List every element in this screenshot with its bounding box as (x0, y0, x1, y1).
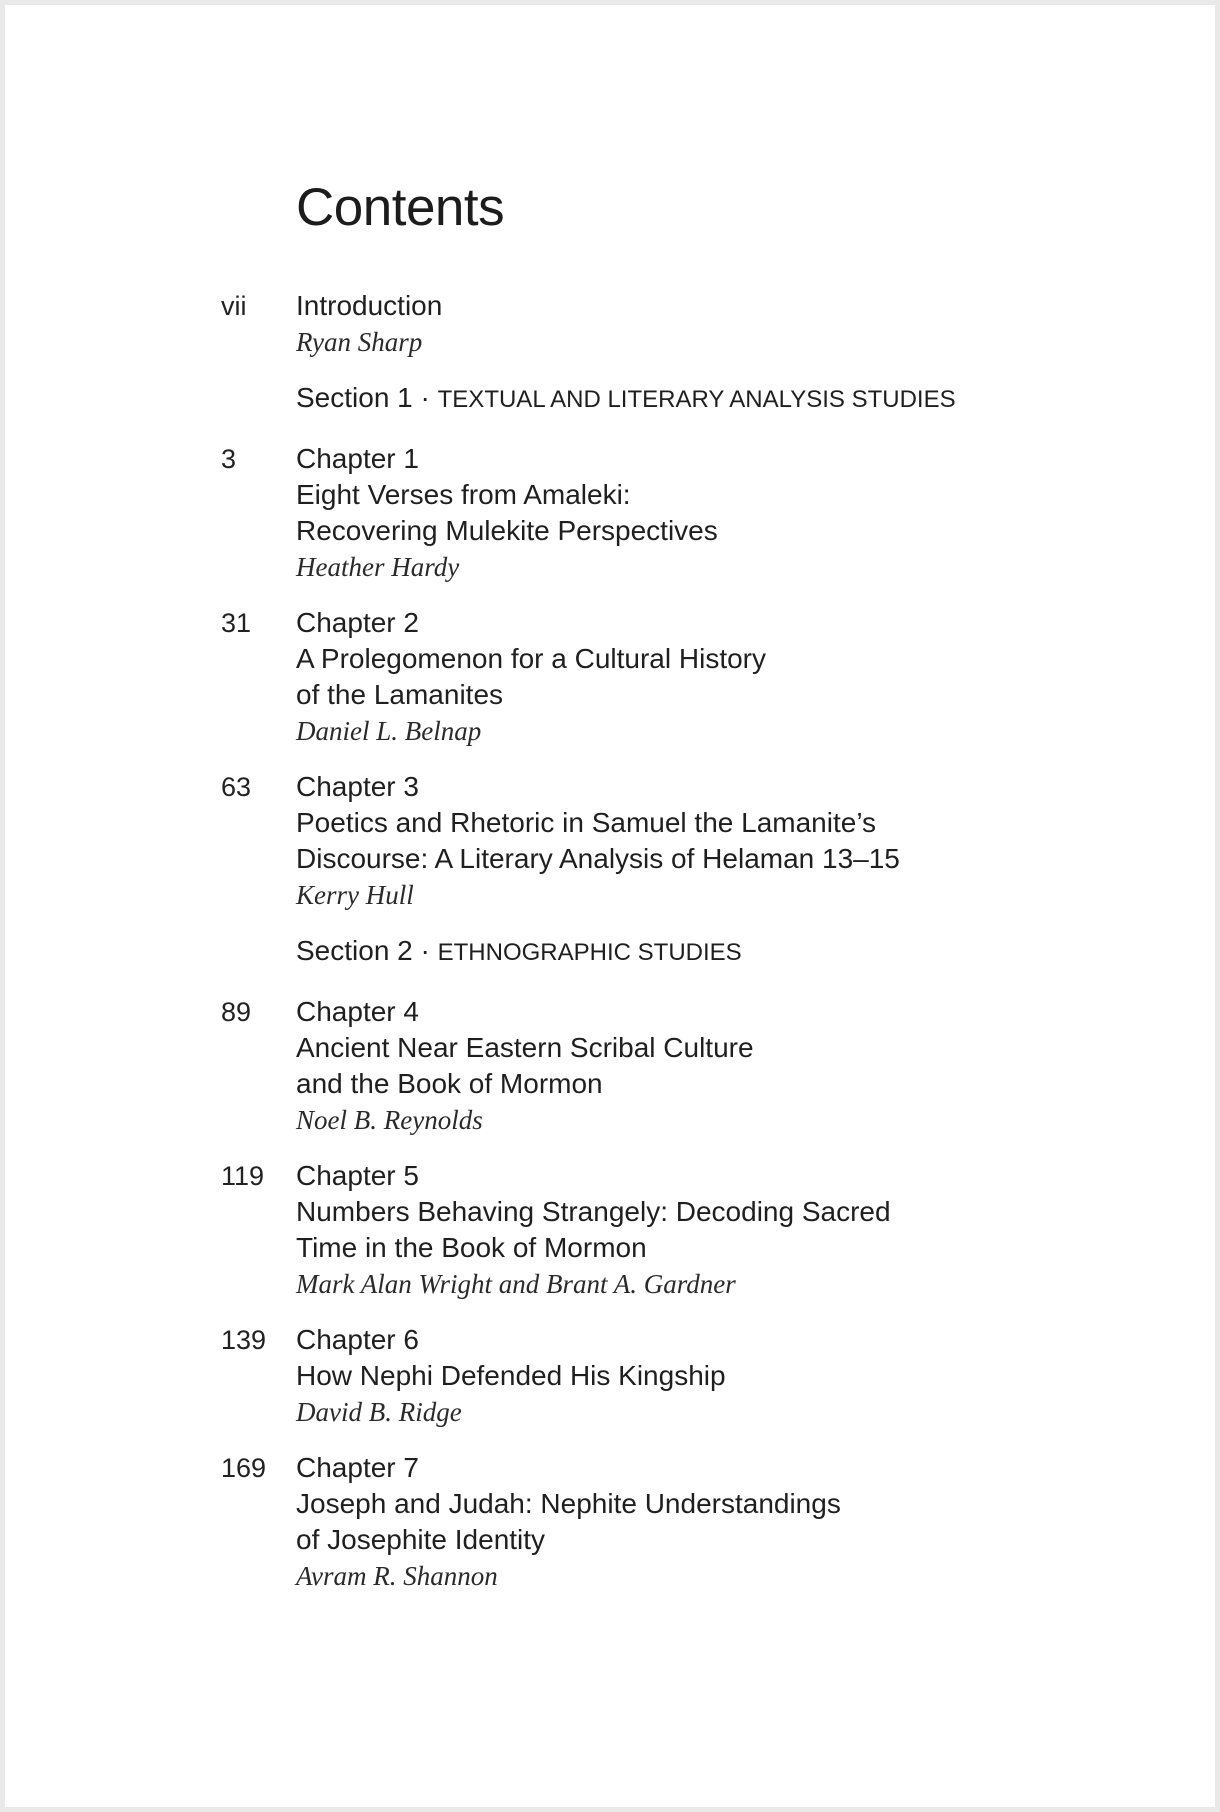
toc-entry-chapter-6 (5, 1322, 1215, 1430)
toc-entry-chapter-4 (5, 994, 1215, 1138)
chapter-label: Chapter 6 (296, 1324, 419, 1355)
chapter-title-line: of Josephite Identity (296, 1524, 546, 1555)
chapter-title-line: Numbers Behaving Strangely: Decoding Sacred (296, 1196, 891, 1227)
page-number: vii (221, 291, 247, 321)
chapter-title-line: Discourse: A Literary Analysis of Helaman 13–15 (296, 843, 900, 874)
section-title: TEXTUAL AND LITERARY ANALYSIS STUDIES (437, 386, 956, 413)
toc-entry-chapter-1 (5, 441, 1215, 585)
chapter-title-line: Time in the Book of Mormon (296, 1232, 647, 1263)
page-number: 169 (221, 1453, 267, 1483)
chapter-label: Chapter 1 (296, 443, 419, 474)
entry-author: Mark Alan Wright and Brant A. Gardner (296, 1269, 736, 1299)
page-number: 89 (221, 997, 252, 1027)
entry-author: Noel B. Reynolds (296, 1105, 483, 1135)
section-title: ETHNOGRAPHIC STUDIES (437, 939, 742, 966)
entry-author: Heather Hardy (296, 552, 460, 582)
chapter-title-line: and the Book of Mormon (296, 1068, 603, 1099)
section-label: Section 1 · (296, 382, 438, 413)
page-number: 3 (221, 444, 237, 474)
page-number: 31 (221, 608, 252, 638)
entry-author: Ryan Sharp (296, 327, 423, 357)
toc-entry-introduction (5, 288, 1215, 360)
chapter-title-line: Recovering Mulekite Perspectives (296, 515, 718, 546)
chapter-label: Chapter 3 (296, 771, 419, 802)
chapter-title-line: Eight Verses from Amaleki: (296, 479, 631, 510)
toc-entry-chapter-5 (5, 1158, 1215, 1302)
book-page (5, 5, 1215, 1807)
entry-title: Introduction (296, 290, 443, 321)
chapter-title-line: of the Lamanites (296, 679, 504, 710)
chapter-title-line: Poetics and Rhetoric in Samuel the Lamanite’s (296, 807, 877, 838)
toc-entry-chapter-7 (5, 1450, 1215, 1594)
table-of-contents (5, 288, 1215, 1614)
contents-heading: Contents (296, 178, 505, 237)
chapter-label: Chapter 4 (296, 996, 419, 1027)
toc-entry-chapter-2 (5, 605, 1215, 749)
page-number: 119 (221, 1161, 265, 1191)
chapter-title-line: A Prolegomenon for a Cultural History (296, 643, 766, 674)
chapter-label: Chapter 2 (296, 607, 419, 638)
chapter-title-line: Joseph and Judah: Nephite Understandings (296, 1488, 841, 1519)
entry-author: David B. Ridge (296, 1397, 462, 1427)
chapter-title-line: How Nephi Defended His Kingship (296, 1360, 726, 1391)
entry-author: Kerry Hull (296, 880, 414, 910)
page-number: 139 (221, 1325, 267, 1355)
entry-author: Avram R. Shannon (296, 1561, 498, 1591)
page-number: 63 (221, 772, 252, 802)
chapter-title-line: Ancient Near Eastern Scribal Culture (296, 1032, 754, 1063)
section-heading-2 (5, 933, 1215, 974)
toc-entry-chapter-3 (5, 769, 1215, 913)
section-label: Section 2 · (296, 935, 438, 966)
chapter-label: Chapter 7 (296, 1452, 419, 1483)
chapter-label: Chapter 5 (296, 1160, 419, 1191)
section-heading-1 (5, 380, 1215, 421)
entry-author: Daniel L. Belnap (296, 716, 482, 746)
